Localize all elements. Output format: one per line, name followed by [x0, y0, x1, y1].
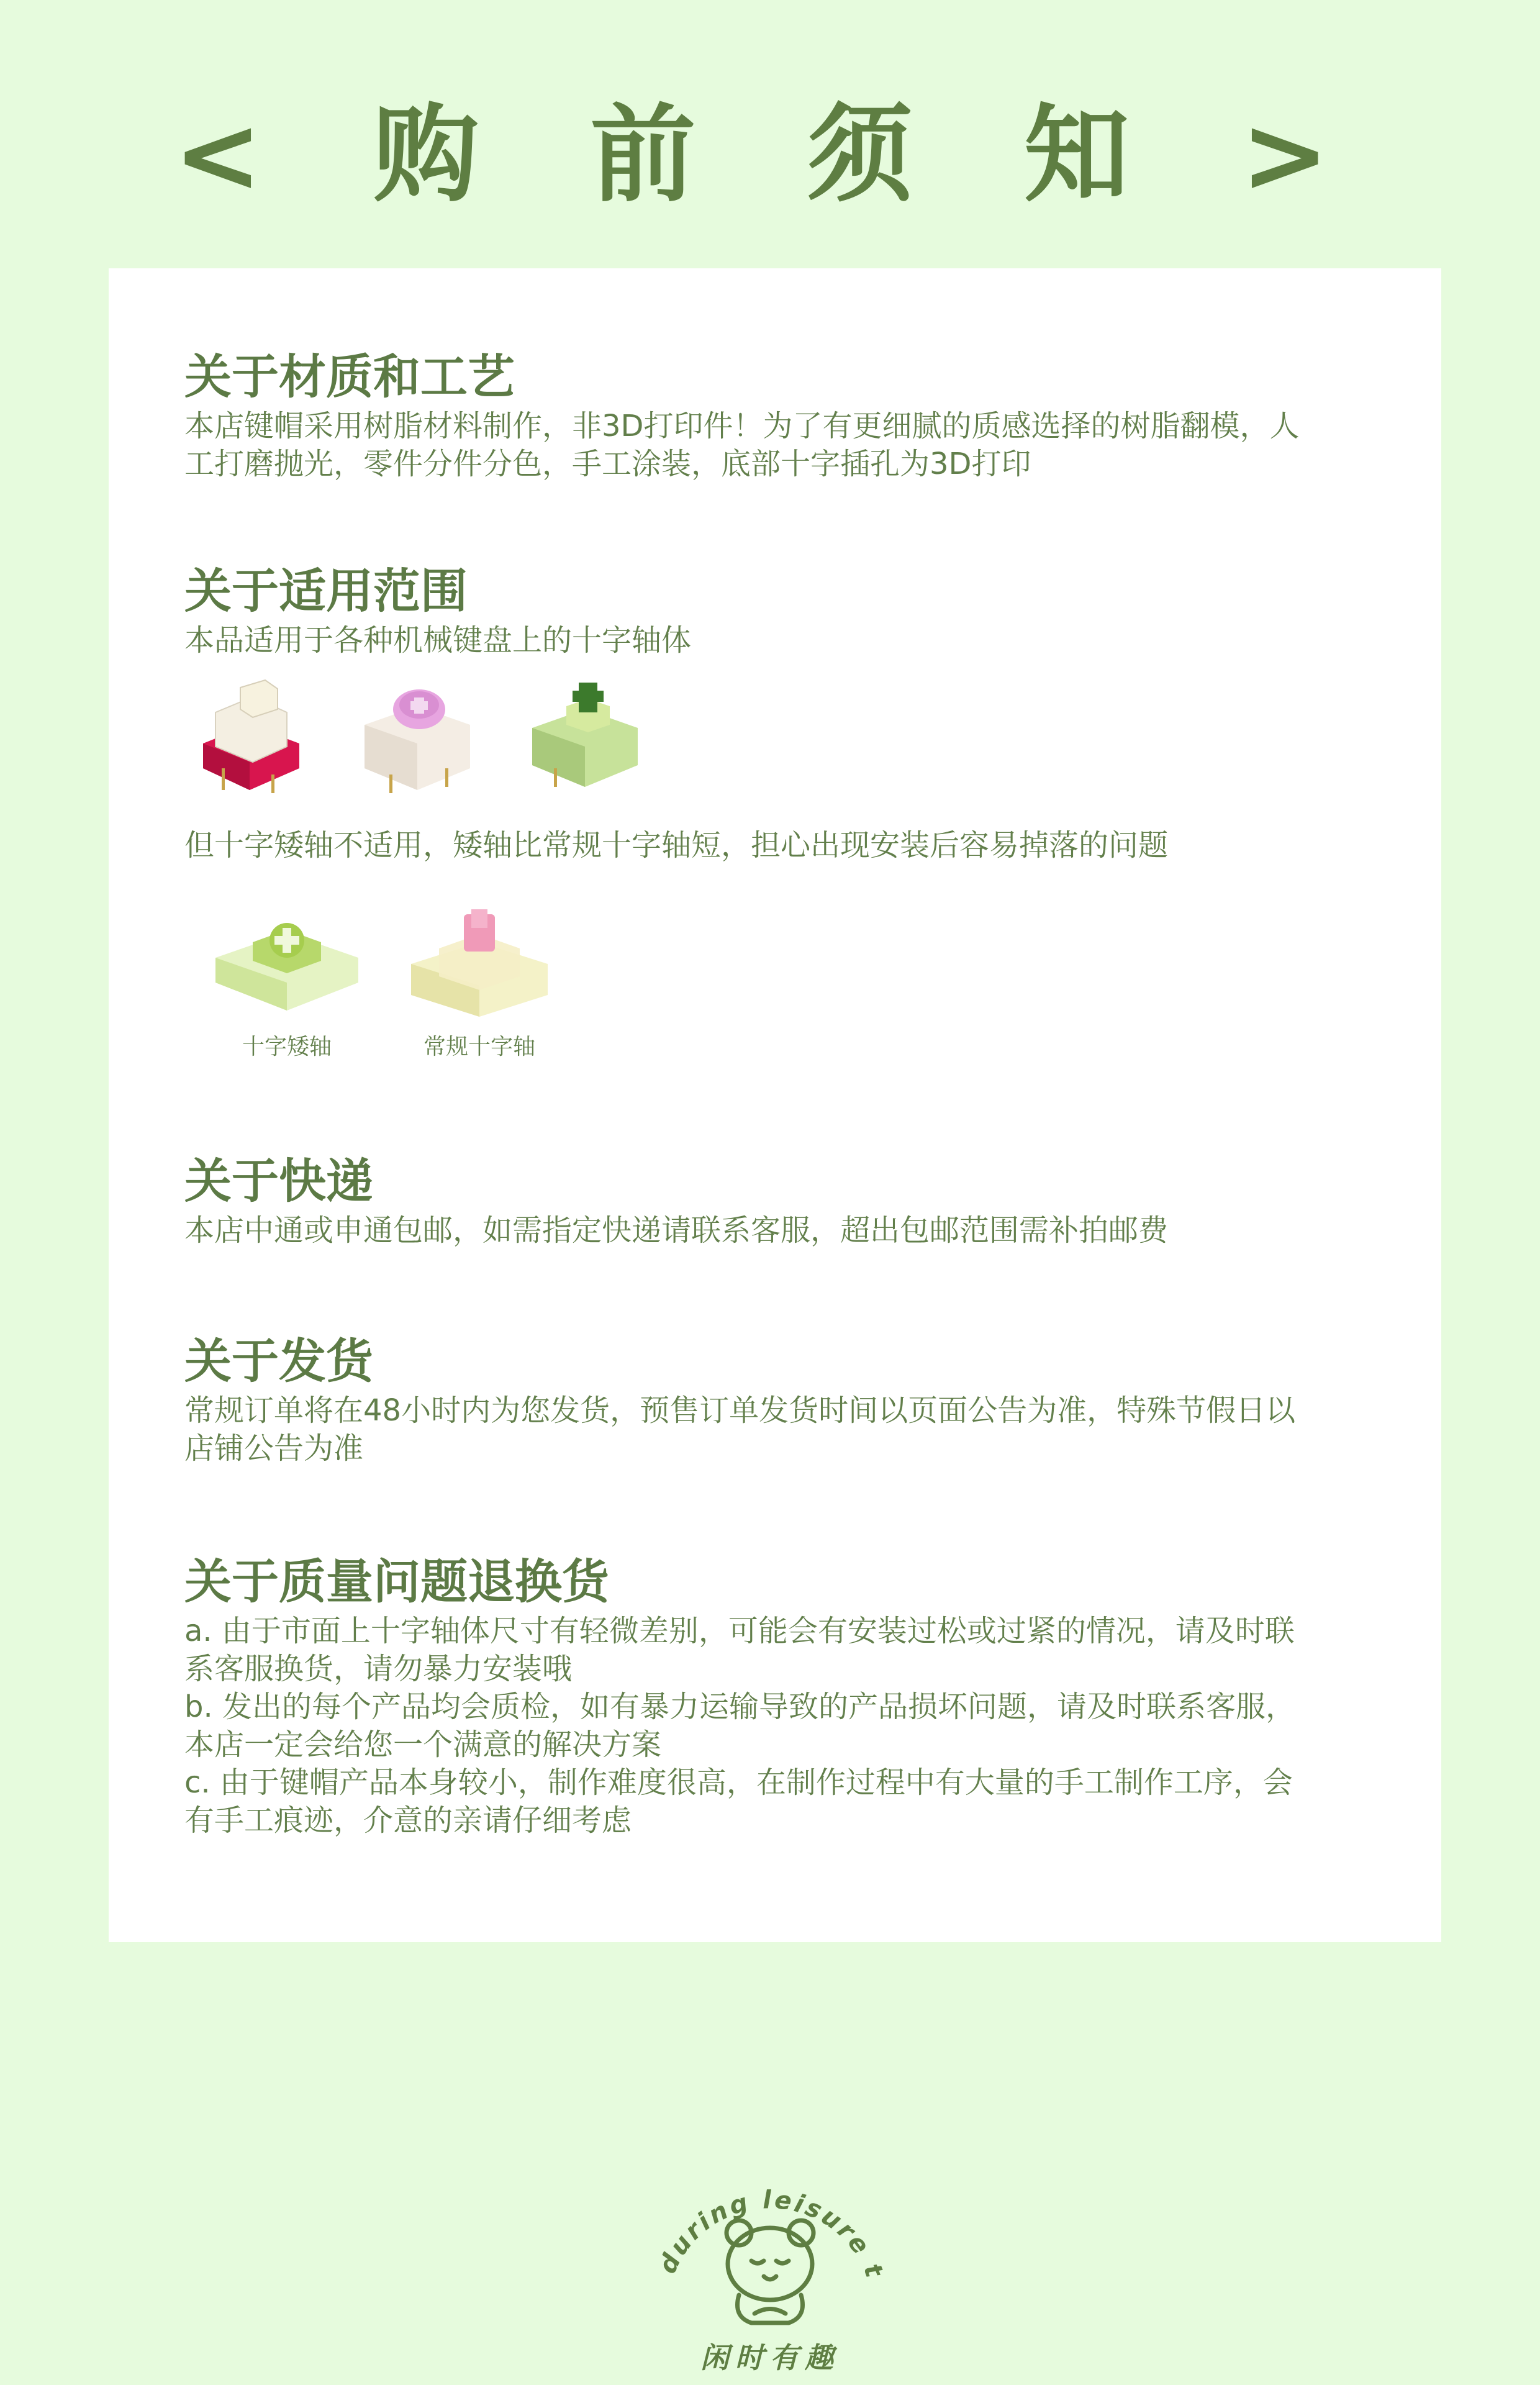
section-heading: 关于材质和工艺 — [184, 349, 515, 404]
section-body — [184, 407, 1364, 483]
section-delivery — [184, 1333, 1364, 1468]
body-line: c. 由于键帽产品本身较小，制作难度很高，在制作过程中有大量的手工制作工序，会 — [184, 1765, 1293, 1800]
comparison-switches — [209, 908, 557, 1060]
brand-name: 闲时有趣 — [700, 2341, 840, 2374]
low-profile-switch-image — [209, 908, 365, 1060]
section-returns — [184, 1554, 1364, 1840]
standard-switch-image — [402, 908, 557, 1060]
incompatibility-note — [184, 827, 1168, 865]
red-switch-image — [184, 675, 315, 799]
notice-card — [109, 268, 1441, 1942]
svg-text:fun during leisure time — [646, 2137, 889, 2288]
body-line: 本店中通或申通包邮，如需指定快递请联系客服，超出包邮范围需补拍邮费 — [184, 1213, 1169, 1248]
section-shipping-courier — [184, 1153, 1364, 1250]
note-line: 但十字矮轴不适用，矮轴比常规十字轴短，担心出现安装后容易掉落的问题 — [184, 828, 1169, 863]
brand-logo — [646, 2137, 894, 2373]
section-material — [184, 349, 1364, 483]
switch-label: 常规十字轴 — [423, 1034, 535, 1060]
switch-label: 十字矮轴 — [242, 1034, 332, 1060]
body-line: 本店键帽采用树脂材料制作，非3D打印件！为了有更细腻的质感选择的树脂翻模，人 — [184, 409, 1300, 443]
section-heading: 关于质量问题退换货 — [184, 1554, 609, 1609]
body-line: 有手工痕迹，介意的亲请仔细考虑 — [184, 1803, 632, 1838]
body-line: a. 由于市面上十字轴体尺寸有轻微差别，可能会有安装过松或过紧的情况，请及时联 — [184, 1614, 1295, 1648]
page-title: < 购 前 须 知 > — [173, 94, 1367, 217]
green-switch-image — [520, 675, 650, 799]
logo-arc-text: during leisure t — [653, 2185, 890, 2284]
section-compatibility — [184, 563, 1364, 1371]
section-heading: 关于适用范围 — [184, 563, 468, 619]
section-body — [184, 1612, 1364, 1840]
body-line: 店铺公告为准 — [184, 1431, 364, 1466]
section-heading: 关于快递 — [184, 1153, 373, 1209]
pink-switch-image — [352, 675, 482, 799]
body-line: 系客服换货，请勿暴力安装哦 — [184, 1651, 573, 1686]
section-heading: 关于发货 — [184, 1333, 373, 1389]
body-line: 本店一定会给您一个满意的解决方案 — [184, 1727, 662, 1762]
body-line: 工打磨抛光，零件分件分色，手工涂装，底部十字插孔为3D打印 — [184, 447, 1031, 481]
section-body — [184, 622, 1364, 660]
body-line: b. 发出的每个产品均会质检，如有暴力运输导致的产品损坏问题，请及时联系客服， — [184, 1689, 1295, 1724]
section-body — [184, 1392, 1364, 1468]
body-line: 常规订单将在48小时内为您发货，预售订单发货时间以页面公告为准，特殊节假日以 — [184, 1393, 1296, 1428]
body-line: 本品适用于各种机械键盘上的十字轴体 — [184, 623, 692, 658]
section-body — [184, 1212, 1364, 1250]
compatible-switches — [184, 675, 650, 799]
bear-icon — [646, 2137, 894, 2335]
